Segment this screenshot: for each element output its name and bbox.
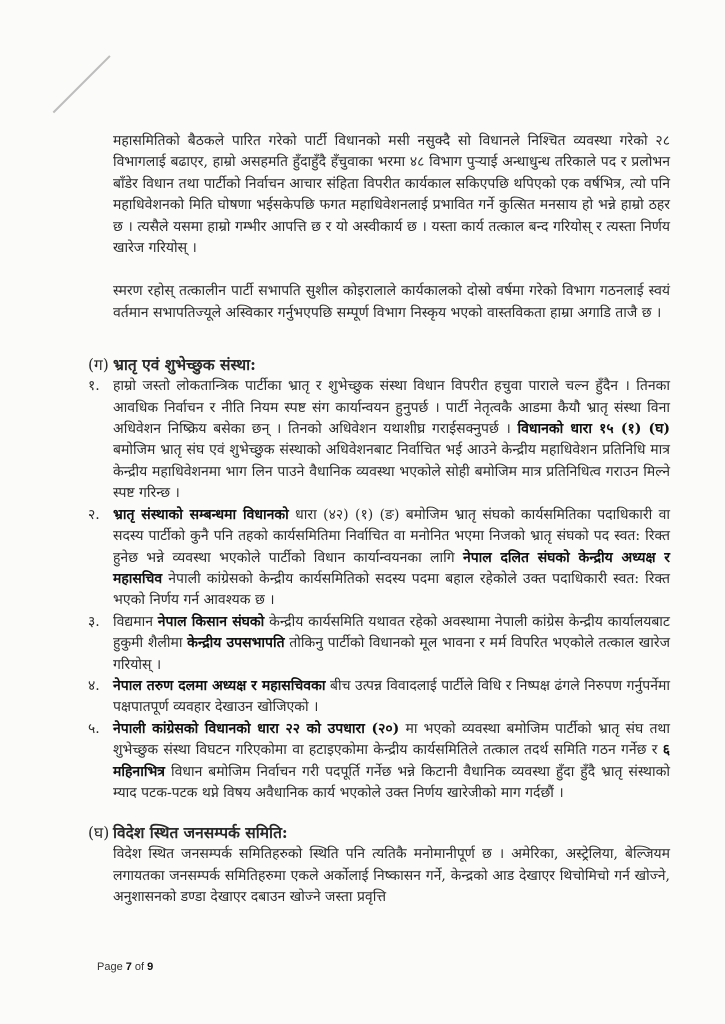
list-item — [88, 719, 670, 805]
text-segment: विद्यमान — [113, 613, 158, 630]
text-segment: तोकिनु पार्टीको विधानको मूल भावना र मर्म विपरित भएकोले तत्काल खारेज गरियोस् । — [113, 635, 670, 673]
bold-text: भ्रातृ संस्थाको सम्बन्धमा विधानको — [113, 506, 289, 523]
list-item — [88, 676, 670, 719]
item-number: ३. — [88, 613, 100, 630]
page-current: 7 — [125, 961, 132, 973]
item-text — [113, 719, 670, 805]
page-number — [97, 961, 153, 973]
bold-text: केन्द्रीय उपसभापति — [187, 635, 285, 652]
list-item — [88, 505, 670, 612]
document-page — [88, 131, 670, 909]
page-total: 9 — [147, 961, 154, 973]
item-number: २. — [88, 506, 100, 523]
section-title: भ्रातृ एवं शुभेच्छुक संस्था: — [113, 355, 256, 375]
page-of: of — [131, 961, 148, 973]
text-segment: धारा (४२) (१) (ङ) बमोजिम भ्रातृ संघको कार्यसमितिका पदाधिकारी वा सदस्य पार्टीको कुनै पनि तहको कार्यसमितिमा निर्वाचित वा मनोनित भएमा निजको भ्रातृ संघको पद स्वत: रिक्त हुनेछ भन्ने व्यवस्था भएकोले पार्टीको विधान कार्यान्वयनका लागि — [113, 506, 670, 566]
text-segment: केन्द्रीय कार्यसमिति यथावत रहेको अवस्थामा नेपाली कांग्रेस केन्द्रीय कार्यालयबाट हुकुमी शैलीमा — [113, 613, 670, 652]
item-number: ५. — [88, 720, 100, 737]
text-segment: नेपाली कांग्रेसको केन्द्रीय कार्यसमितिको सदस्य पदमा बहाल रहेकोले उक्त पदाधिकारी स्वत: रिक्त भएको निर्णय गर्न आवश्यक छ । — [113, 570, 670, 609]
section-heading-g — [88, 354, 670, 376]
item-text — [113, 676, 670, 719]
list-item — [88, 612, 670, 676]
item-text — [113, 612, 670, 676]
bold-text: नेपाल किसान संघको — [157, 613, 265, 630]
section-heading-gh — [88, 822, 670, 844]
section-gh-paragraph: विदेश स्थित जनसम्पर्क समितिहरुको स्थिति पनि त्यतिकै मनोमानीपूर्ण छ । अमेरिका, अस्ट्रेलिया, बेल्जियम लगायतका जनसम्पर्क समितिहरुमा एकले अर्कोलाई निष्कासन गर्ने, केन्द्रको आड देखाएर थिचोमिचो गर्न खोज्ने, अनुशासनको डण्डा देखाएर दबाउन खोज्ने जस्ता प्रवृत्ति — [113, 846, 670, 906]
intro-paragraph: महासमितिको बैठकले पारित गरेको पार्टी विधानको मसी नसुक्दै सो विधानले निश्चित व्यवस्था गरेको २८ विभागलाई बढाएर, हाम्रो असहमति हुँदाहुँदै हँचुवाका भरमा ४८ विभाग पुऱ्याई अन्धाधुन्ध तरिकाले पद र प्रलोभन बाँडेर विधान तथा पार्टीको निर्वाचन आचार संहिता विपरीत कार्यकाल सकिएपछि थपिएको एक वर्षभित्र, त्यो पनि महाधिवेशनको मिति घोषणा भईसकेपछि फगत महाधिवेशनलाई प्रभावित गर्ने कुत्सित मनसाय हो भन्ने हाम्रो ठहर छ । त्यसैले यसमा हाम्रो गम्भीर आपत्ति छ र यो अस्वीकार्य छ । यस्ता कार्य तत्काल बन्द गरियोस् र त्यस्ता निर्णय खारेज गरियोस् । — [113, 133, 670, 257]
section-g-items — [88, 376, 670, 804]
section-mark: (घ) — [88, 824, 110, 843]
text-segment: मा भएको व्यवस्था बमोजिम पार्टीको भ्रातृ संघ तथा शुभेच्छुक संस्था विघटन गरिएकोमा वा हटाइएकोमा केन्द्रीय कार्यसमितिले तत्काल तदर्थ समिति गठन गर्नेछ र — [113, 720, 671, 759]
item-text — [113, 505, 670, 612]
text-segment: हाम्रो जस्तो लोकतान्त्रिक पार्टीका भ्रातृ र शुभेच्छुक संस्था विधान विपरीत हचुवा पाराले चल्न हुँदैन । तिनका आवधिक निर्वाचन र नीति नियम स्पष्ट संग कार्यान्वयन हुनुपर्छ । पार्टी नेतृत्वकै आडमा कैयौ भ्रातृ संस्था विना अधिवेशन निष्क्रिय बसेका छन् । तिनको अधिवेशन यथाशीघ्र गराईसक्नुपर्छ । — [113, 378, 670, 438]
text-segment: विधान बमोजिम निर्वाचन गरी पदपूर्ति गर्नेछ भन्ने किटानी वैधानिक व्यवस्था हुँदा हुँदै भ्रातृ संस्थाको म्याद पटक-पटक थप्ने विषय अवैधानिक कार्य भएकोले उक्त निर्णय खारेजीको माग गर्दछौं । — [113, 763, 670, 801]
bold-text: नेपाल दलित संघको केन्द्रीय अध्यक्ष र महासचिव — [113, 549, 670, 587]
page-prefix: Page — [97, 961, 126, 973]
bold-text: नेपाल तरुण दलमा अध्यक्ष र महासचिवका — [113, 677, 326, 694]
reminder-paragraph: स्मरण रहोस् तत्कालीन पार्टी सभापति सुशील कोइरालाले कार्यकालको दोस्रो वर्षमा गरेको विभाग गठनलाई स्वयं वर्तमान सभापतिज्यूले अस्विकार गर्नुभएपछि सम्पूर्ण विभाग निस्कृय भएको वास्तविकता हाम्रा अगाडि ताजै छ । — [113, 283, 670, 321]
bold-text: विधानको धारा १५ (१) (घ) — [517, 421, 670, 438]
section-mark: (ग) — [88, 356, 109, 375]
section-title: विदेश स्थित जनसम्पर्क समिति: — [113, 823, 288, 843]
item-number: ४. — [88, 677, 100, 694]
item-number: १. — [88, 378, 100, 395]
bold-text: नेपाली कांग्रेसको विधानको धारा २२ को उपधारा (२०) — [113, 720, 400, 737]
paper-fold-mark — [53, 55, 111, 113]
text-segment: बीच उत्पन्न विवादलाई पार्टीले विधि र निष्पक्ष ढंगले निरुपण गर्नुपर्नेमा पक्षपातपूर्ण व्यवहार देखाउन खोजिएको । — [113, 677, 670, 716]
list-item — [88, 376, 670, 504]
text-segment: बमोजिम भ्रातृ संघ एवं शुभेच्छुक संस्थाको अधिवेशनबाट निर्वाचित भई आउने केन्द्रीय महाधिवेशन प्रतिनिधि मात्र केन्द्रीय महाधिवेशनमा भाग लिन पाउने वैधानिक व्यवस्था भएकोले सोही बमोजिम मात्र प्रतिनिधित्व गराउन मिल्ने स्पष्ट गरिन्छ । — [113, 442, 670, 502]
item-text — [113, 376, 670, 504]
bold-text: ६ महिनाभित्र — [113, 742, 670, 780]
